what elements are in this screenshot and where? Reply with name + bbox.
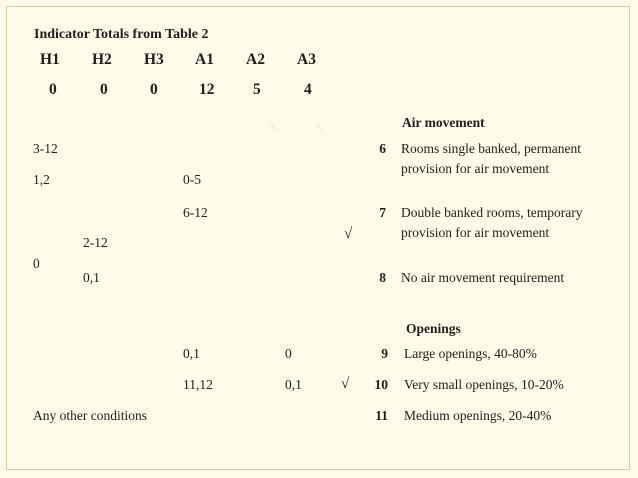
header-a1: A1 bbox=[195, 51, 214, 68]
total-a3: 4 bbox=[304, 81, 312, 98]
header-h1: H1 bbox=[40, 51, 60, 68]
section-heading-air-movement: Air movement bbox=[402, 115, 485, 130]
total-a1: 12 bbox=[199, 81, 215, 98]
check-mark: √ bbox=[344, 226, 353, 242]
cell-h2: 0,1 bbox=[83, 270, 100, 285]
cell-a2: 0 bbox=[285, 346, 292, 361]
cell-a1: 6-12 bbox=[183, 205, 208, 220]
cell-h1: 3-12 bbox=[33, 141, 58, 156]
ghost-mark: A bbox=[268, 119, 277, 133]
ghost-mark: A bbox=[314, 119, 323, 133]
row-number: 9 bbox=[381, 346, 388, 361]
cell-h1: 0 bbox=[33, 256, 40, 271]
cell-h2: 2-12 bbox=[83, 235, 108, 250]
check-mark: √ bbox=[341, 376, 350, 392]
cell-a1: 0-5 bbox=[183, 172, 201, 187]
cell-a1: 11,12 bbox=[183, 377, 213, 392]
total-h3: 0 bbox=[150, 81, 158, 98]
total-a2: 5 bbox=[253, 81, 261, 98]
header-a2: A2 bbox=[246, 51, 265, 68]
row-number: 8 bbox=[379, 270, 386, 285]
row-number: 10 bbox=[374, 377, 388, 392]
row-description: Double banked rooms, temporary provision for air movement bbox=[401, 205, 583, 240]
header-a3: A3 bbox=[297, 51, 316, 68]
row-description: Very small openings, 10-20% bbox=[404, 377, 564, 392]
row-description: No air movement requirement bbox=[401, 270, 565, 285]
row-number: 6 bbox=[379, 141, 386, 156]
row-number: 7 bbox=[379, 205, 386, 220]
table-title: Indicator Totals from Table 2 bbox=[34, 27, 209, 42]
header-h3: H3 bbox=[144, 51, 164, 68]
row-number: 11 bbox=[375, 408, 388, 423]
total-h2: 0 bbox=[100, 81, 108, 98]
cell-a1: 0,1 bbox=[183, 346, 200, 361]
total-h1: 0 bbox=[49, 81, 57, 98]
cell-h1: 1,2 bbox=[33, 172, 50, 187]
cell-any-other-conditions: Any other conditions bbox=[33, 408, 147, 423]
row-description: Large openings, 40-80% bbox=[404, 346, 537, 361]
row-description: Rooms single banked, permanent provision for air movement bbox=[401, 141, 581, 176]
section-heading-openings: Openings bbox=[406, 321, 461, 336]
row-description: Medium openings, 20-40% bbox=[404, 408, 552, 423]
header-h2: H2 bbox=[92, 51, 112, 68]
cell-a2: 0,1 bbox=[285, 377, 302, 392]
